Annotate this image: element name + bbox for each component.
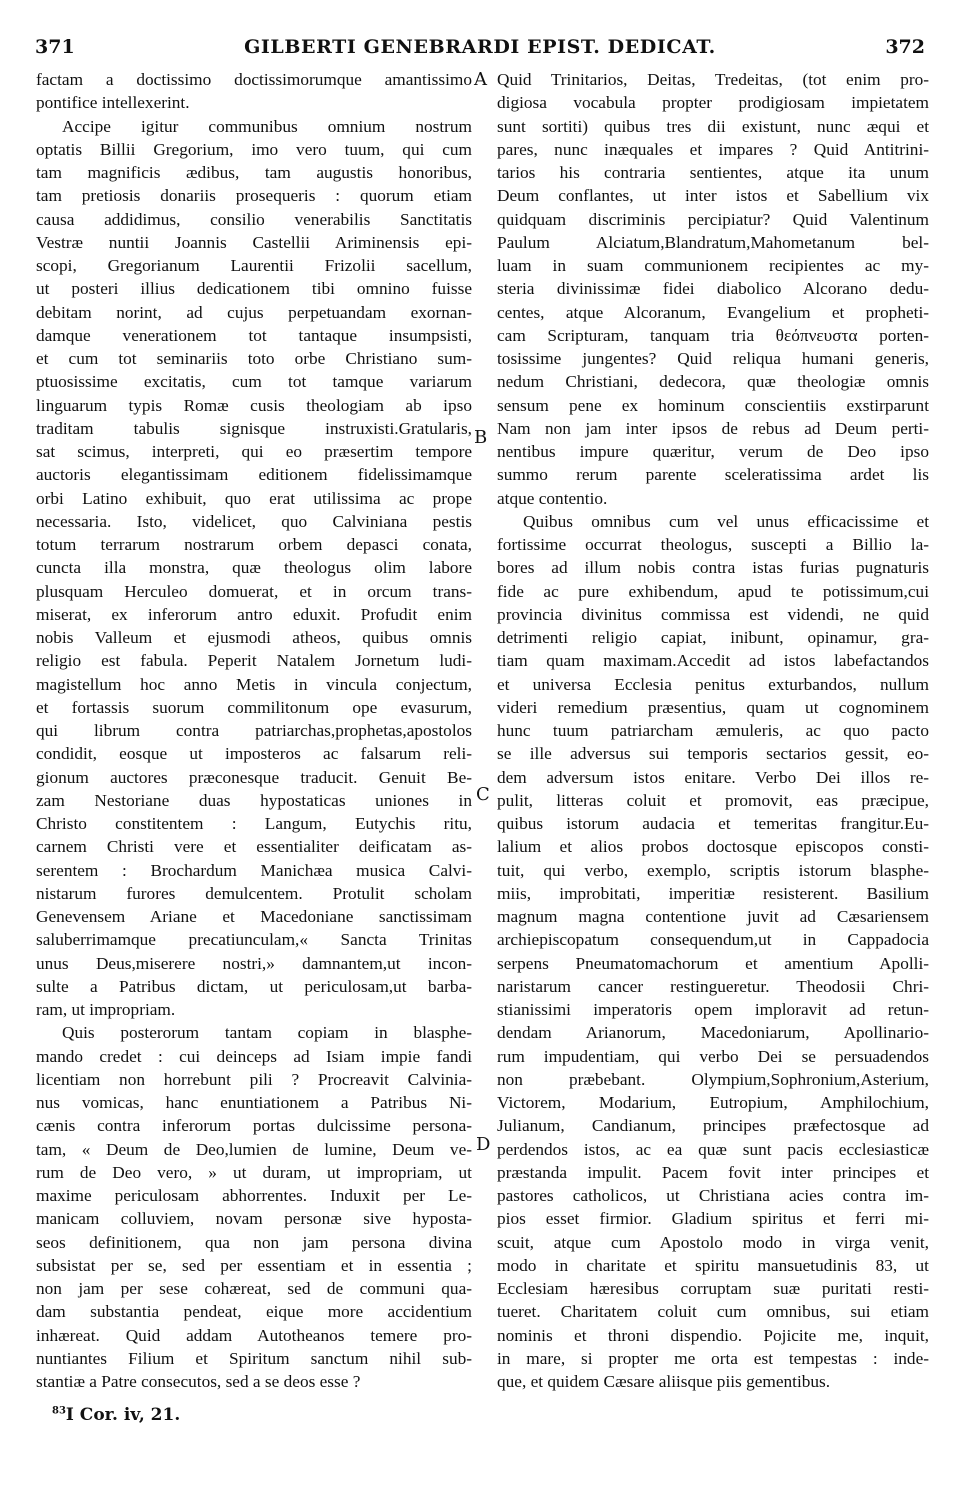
text-line: licentiam non horrebunt pili ? Procreavit Calvinia- — [36, 1069, 472, 1089]
text-line: Julianum, Candianum, principes præfectosque ad — [497, 1116, 929, 1136]
text-line: scuit, atque cum Apostolo modo in virga venit, — [497, 1232, 929, 1252]
text-line: steria divinissimæ fidei diabolico Alcorano dedu- — [497, 279, 929, 299]
text-line: cam Scripturam, tanquam tria θεόπνευστα porten- — [497, 325, 929, 345]
text-line: factam a doctissimo doctissimorumque amantissimo — [36, 70, 472, 89]
text-line: archiepiscopatum consequendum,ut in Cappadocia — [497, 930, 929, 950]
text-line: præstanda impulit. Pacem fovit inter principes et — [497, 1162, 929, 1182]
text-line: seos definitionem, qua non jam persona divina — [36, 1232, 472, 1252]
text-line: tosissime jungentes? Quid reliqua humani generis, — [497, 349, 929, 368]
text-line: nuntiantes Filium et Spiritum sanctum nihil sub- — [36, 1348, 472, 1368]
text-line: nedum Christiani, dedecora, quæ theologiæ omnis — [497, 372, 929, 392]
text-line: damque venerationem tot tantaque insumpsisti, — [36, 325, 472, 345]
footnote-number: 83 — [52, 1405, 66, 1417]
running-header — [35, 36, 925, 64]
text-line: tarios his contraria sentientes, atque ita unum — [497, 163, 929, 182]
text-line: manicam colluviem, novam personæ sive hyposta- — [36, 1209, 472, 1229]
margin-letter-c: C — [476, 784, 490, 805]
text-line: pios esset firmior. Gladium spiritus et ferri mi- — [497, 1209, 929, 1229]
text-line: stantiæ a Patre consecutos, sed a se deos esse ? — [36, 1372, 361, 1391]
text-line: tuit, qui verbo, exemplo, scriptis istorum blasphe- — [497, 860, 929, 880]
text-line: miis, improbitati, imperitiæ resisterent. Basilium — [497, 883, 929, 903]
page-number-left: 371 — [35, 36, 75, 58]
text-line: nobis Valleum et ejusmodi atheos, quibus omnis — [36, 628, 472, 647]
text-line: tam pretiosis donariis prosequeris : quorum etiam — [36, 186, 472, 206]
text-line: necessaria. Isto, videlicet, quo Calviniana pestis — [36, 511, 472, 531]
text-line: videri remedium præsentius, quam ut cognominem — [497, 697, 929, 717]
text-line: scopi, Gregorianum Laurentii Frizolii sacellum, — [36, 256, 472, 275]
text-line: pastores catholicos, ut Christiana acies contra im- — [497, 1186, 929, 1205]
margin-letter-d: D — [476, 1134, 491, 1155]
text-line: et universa Ecclesia penitus exturbandos, nullum — [497, 674, 929, 694]
text-line: totum terrarum nostrarum orbem depasci conata, — [36, 535, 472, 554]
text-line: et cum tot seminariis toto orbe Christiano sum- — [36, 349, 472, 368]
text-line: nentibus impure quæritur, verum de Deo ipso — [497, 442, 929, 461]
text-line: ptuosissime excitatis, cum tot tamque variarum — [36, 372, 472, 392]
text-line: pares, nunc inæquales et impares ? Quid Antitrini- — [497, 139, 929, 159]
text-line: traditam tabulis signisque instruxisti.Gratularis, — [36, 418, 472, 438]
text-line: tam magnificis ædibus, tam augustis honoribus, — [36, 163, 472, 182]
text-line: condidit, eosque ut imposteros ac falsarum reli- — [36, 744, 472, 764]
text-line: digiosa vocabula propter prodigiosam impietatem — [497, 93, 929, 113]
text-line: dendam Arianorum, Macedoniarum, Apollinario- — [497, 1023, 929, 1043]
text-line: saluberrimamque precatiunculam,« Sancta Trinitas — [36, 930, 472, 950]
text-line: Quid Trinitarios, Deitas, Tredeitas, (tot enim pro- — [497, 70, 929, 89]
text-line: que, et quidem Cæsare aliisque piis gementibus. — [497, 1372, 831, 1391]
left-column — [36, 68, 472, 1393]
text-line: Quibus omnibus cum vel unus efficacissime et — [523, 511, 929, 531]
footnote — [52, 1405, 180, 1425]
text-line: rum de Deo vero, » ut duram, ut impropriam, ut — [36, 1162, 472, 1182]
text-line: bores ad illum nobis contra istas furias pugnaturis — [497, 558, 929, 578]
text-line: fortissime occurrat theologus, suscepti a Billio la- — [497, 535, 929, 554]
text-line: maxime periculosam abhorrentes. Induxit per Le- — [36, 1186, 472, 1205]
text-line: Christo constitentem : Langum, Eutychis ritu, — [36, 814, 472, 833]
text-line: qui librum contra patriarchas,prophetas,apostolos — [36, 721, 472, 740]
text-line: Ecclesiam hæresibus corruptam suæ puritati resti- — [497, 1279, 929, 1298]
margin-letter-b: B — [474, 427, 488, 448]
text-line: optatis Billii Gregorium, imo vero tuum, qui cum — [36, 139, 472, 159]
text-line: auctoris elegantissimam editionem fidelissimamque — [36, 465, 472, 485]
text-line: sulte a Patribus dictam, ut periculosam,ut barba- — [36, 976, 472, 996]
text-line: in mare, si propter me orta est tempestas : inde- — [497, 1348, 929, 1368]
text-line: et fortassis suorum commilitonum ope evasurum, — [36, 697, 472, 717]
text-line: linguarum typis Romæ cusis theologiam ab ipso — [36, 395, 472, 415]
text-line: provincia divinitus commissa est videndi, ne quid — [497, 604, 929, 624]
text-line: plusquam Herculeo domuerat, et in orcum trans- — [36, 581, 472, 601]
text-line: carnem Christi vere et essentialiter deificatam as- — [36, 837, 472, 857]
text-line: ut posteri illius dedicationem tibi omnino fuisse — [36, 279, 472, 299]
text-line: Deum conflantes, ut inter istos et Sabellium vix — [497, 186, 929, 206]
right-column — [497, 68, 929, 1393]
text-line: zam Nestoriane duas hypostaticas uniones in — [36, 790, 472, 810]
text-line: atque contentio. — [497, 488, 608, 508]
text-line: detrimenti religio capiat, inibunt, opinamur, gra- — [497, 628, 929, 647]
text-line: modo in charitate et spiritu mansuetudinis 83, ut — [497, 1255, 929, 1275]
text-line: tiam quam maximam.Accedit ad istos labefactandos — [497, 651, 929, 671]
text-line: sensum pene ex hominum conscientiis exstirparunt — [497, 395, 929, 415]
text-line: gionum auctores præconesque traducit. Genuit Be- — [36, 767, 472, 787]
text-line: miserat, ex inferorum antro eduxit. Profudit enim — [36, 604, 472, 624]
text-line: dem adversum istos enitare. Verbo Dei illos re- — [497, 767, 929, 787]
page-number-right: 372 — [885, 36, 925, 58]
text-line: lalium et alios probos doctosque episcopos consti- — [497, 837, 929, 857]
margin-letter-a: A — [474, 69, 487, 90]
text-line: cænis contra inferorum portas dulcissime persona- — [36, 1116, 472, 1136]
text-line: serpens Pneumatomachorum et amentium Apolli- — [497, 953, 929, 973]
text-line: ram, ut impropriam. — [36, 1000, 176, 1019]
text-line: pulit, litteras coluit et promovit, eas præcipue, — [497, 790, 929, 810]
footnote-text: I Cor. iv, 21. — [65, 1405, 181, 1425]
text-line: summo rerum parente sceleratissima ardet lis — [497, 465, 929, 485]
text-line: Nam non jam inter ipsos de rebus ad Deum perti- — [497, 418, 929, 438]
text-line: sat scimus, interpreti, qui eo præsertim tempore — [36, 442, 472, 461]
text-line: magnum magna contentione juvit ad Cæsariensem — [497, 907, 929, 926]
text-line: tam, « Deum de Deo,lumien de lumine, Deum ve- — [36, 1139, 472, 1159]
text-line: cuncta illa monstra, quæ theologus olim labore — [36, 558, 472, 578]
text-line: luam in suam communionem recipientes ac my- — [497, 256, 929, 275]
text-line: tueret. Charitatem coluit cum omnibus, sui etiam — [497, 1302, 929, 1322]
text-line: Paulum Alciatum,Blandratum,Mahometanum bel- — [497, 232, 929, 252]
text-line: magistellum hoc anno Metis in vincula conjectum, — [36, 674, 472, 694]
text-line: fide ac pure exhibendum, apud te potissimum,cui — [497, 581, 929, 601]
text-line: inhæreat. Quid addam Autotheanos temere pro- — [36, 1325, 472, 1345]
text-line: subsistat per se, sed per essentiam et in essentia ; — [36, 1255, 472, 1275]
text-line: Quis posterorum tantam copiam in blasphe- — [62, 1023, 472, 1043]
text-line: dam substantia pendeat, eique more accidentium — [36, 1302, 472, 1322]
text-line: unus Deus,miserere nostri,» damnantem,ut incon- — [36, 953, 472, 973]
running-title: GILBERTI GENEBRARDI EPIST. DEDICAT. — [244, 36, 716, 58]
text-line: debitam norint, ad cujus perpetuandam exornan- — [36, 302, 472, 322]
text-line: non jam per sese cohæreat, sed de communi qua- — [36, 1279, 472, 1298]
text-line: Accipe igitur communibus omnium nostrum — [62, 116, 472, 136]
text-line: se ille adversus sui temporis sectarios gessit, eo- — [497, 744, 929, 764]
text-line: religio est fabula. Peperit Natalem Jornetum ludi- — [36, 651, 472, 671]
text-line: quidquam discriminis percipiatur? Quid Valentinum — [497, 209, 929, 229]
text-line: Vestræ nuntii Joannis Castellii Ariminensis epi- — [36, 232, 472, 252]
text-line: stianissimi imperatoris opem imploravit ad retun- — [497, 1000, 929, 1019]
text-line: perdendos istos, ac ea quæ sunt pacis ecclesiasticæ — [497, 1139, 929, 1159]
text-line: sunt sortiti) quibus tres dii existunt, nunc æqui et — [497, 116, 929, 136]
text-line: rum impudentiam, qui verbo Dei se persuadendos — [497, 1046, 929, 1066]
text-line: causa addidimus, consilio venerabilis Sanctitatis — [36, 209, 472, 229]
text-line: naristarum cancer restingueretur. Theodosii Chri- — [497, 976, 929, 996]
text-line: serentem : Brochardum Manichæa musica Calvi- — [36, 860, 472, 880]
text-line: centes, atque Alcoranum, Evangelium et propheti- — [497, 302, 929, 322]
text-line: non præbebant. Olympium,Sophronium,Asterium, — [497, 1069, 929, 1089]
text-line: Victorem, Modarium, Eutropium, Amphilochium, — [497, 1093, 929, 1112]
text-line: nistarum furores demulcentem. Protulit scholam — [36, 883, 472, 903]
text-line: Genevensem Ariane et Macedoniane sanctissimam — [36, 907, 472, 926]
text-line: mando credet : cui deinceps ad Isiam impie fandi — [36, 1046, 472, 1066]
text-line: nus vomicas, hanc enuntiationem a Patribus Ni- — [36, 1093, 472, 1112]
text-line: orbi Latino exhibuit, quo erat utilissima ac prope — [36, 488, 472, 508]
text-line: pontifice intellexerint. — [36, 93, 190, 113]
text-line: nominis et throni dispendio. Pojicite me, inquit, — [497, 1325, 929, 1345]
text-line: hunc tuum patriarcham æmuleris, ac quo pacto — [497, 721, 929, 740]
text-line: quibus istorum audacia et temeritas frangitur.Eu- — [497, 814, 929, 833]
